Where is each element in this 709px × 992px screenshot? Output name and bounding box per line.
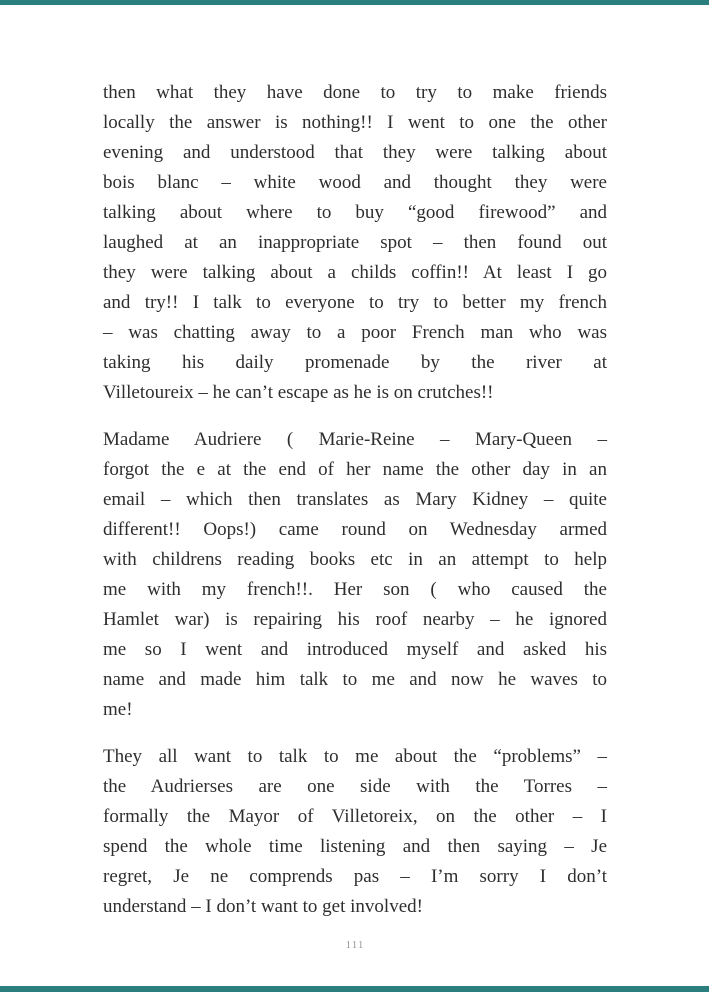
text-line: me!	[103, 699, 133, 720]
text-line: evening and understood that they were talking about	[103, 142, 607, 163]
text-line: me so I went and introduced myself and asked his	[103, 639, 607, 660]
text-line: They all want to talk to me about the “problems” –	[103, 746, 607, 767]
text-line: different!! Oops!) came round on Wednesday armed	[103, 519, 607, 540]
paragraph	[103, 425, 607, 725]
text-line: laughed at an inappropriate spot – then found out	[103, 232, 607, 253]
text-line: Madame Audriere ( Marie-Reine – Mary-Queen –	[103, 429, 607, 450]
text-line: Hamlet war) is repairing his roof nearby – he ignored	[103, 609, 607, 630]
text-line: regret, Je ne comprends pas – I’m sorry I don’t	[103, 866, 607, 887]
text-line: they were talking about a childs coffin!! At least I go	[103, 262, 607, 283]
text-line: the Audrierses are one side with the Torres –	[103, 776, 607, 797]
text-line: understand – I don’t want to get involved!	[103, 896, 423, 917]
page-number: 111	[345, 939, 365, 951]
text-line: then what they have done to try to make friends	[103, 82, 607, 103]
text-line: email – which then translates as Mary Kidney – quite	[103, 489, 607, 510]
text-line: me with my french!!. Her son ( who caused the	[103, 579, 607, 600]
page-text-content	[103, 78, 607, 922]
text-line: taking his daily promenade by the river at	[103, 352, 607, 373]
text-line: formally the Mayor of Villetoreix, on the other – I	[103, 806, 607, 827]
text-line: locally the answer is nothing!! I went to one the other	[103, 112, 607, 133]
paragraph	[103, 78, 607, 408]
text-line: talking about where to buy “good firewood” and	[103, 202, 607, 223]
bottom-border-bar	[0, 986, 709, 992]
text-line: with childrens reading books etc in an attempt to help	[103, 549, 607, 570]
text-line: bois blanc – white wood and thought they were	[103, 172, 607, 193]
text-line: and try!! I talk to everyone to try to better my french	[103, 292, 607, 313]
text-line: forgot the e at the end of her name the other day in an	[103, 459, 607, 480]
text-line: – was chatting away to a poor French man who was	[103, 322, 607, 343]
paragraph	[103, 742, 607, 922]
text-line: spend the whole time listening and then saying – Je	[103, 836, 607, 857]
text-line: Villetoureix – he can’t escape as he is on crutches!!	[103, 382, 494, 403]
text-line: name and made him talk to me and now he waves to	[103, 669, 607, 690]
